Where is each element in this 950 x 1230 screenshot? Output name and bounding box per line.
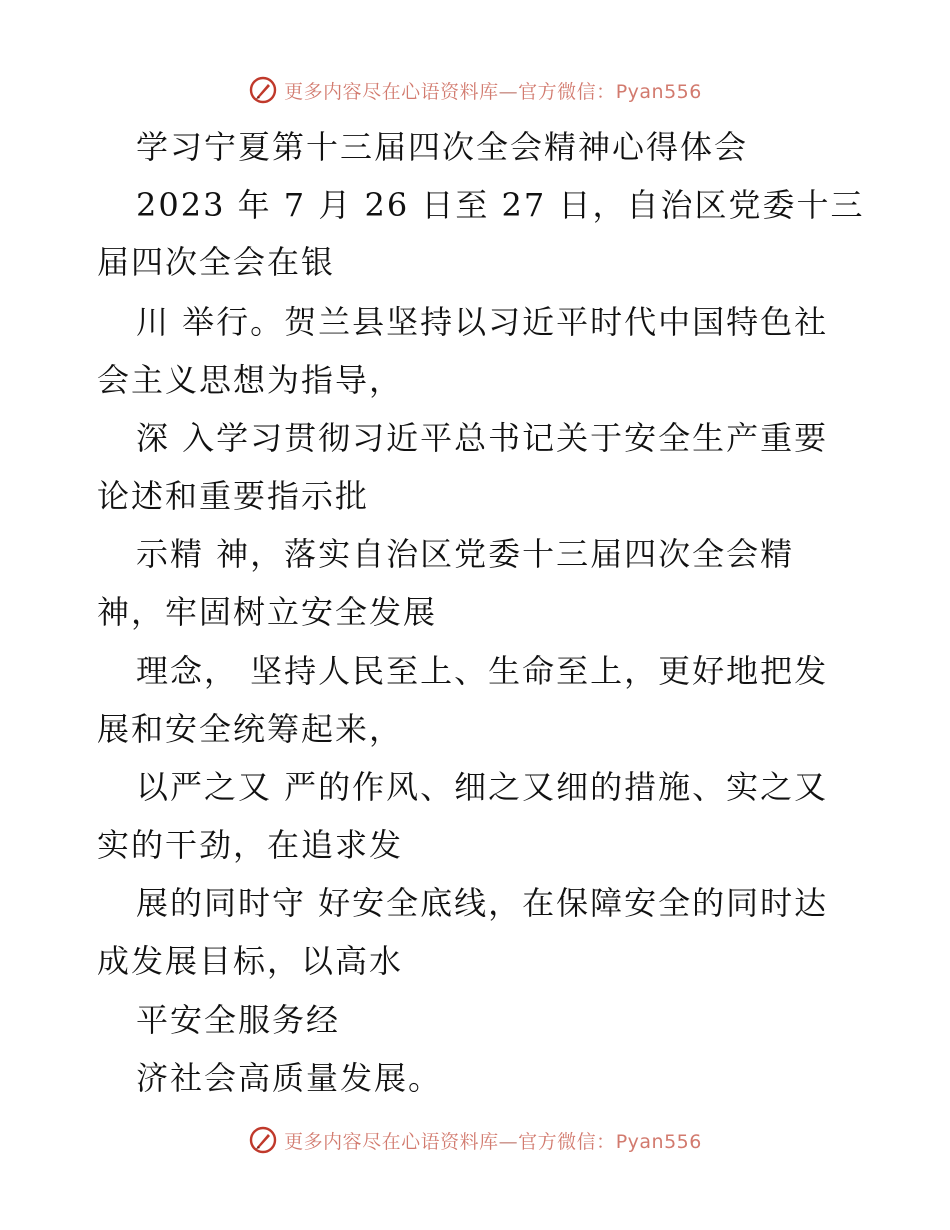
text-line: 论述和重要指示批 <box>97 477 370 515</box>
text-line: 神，牢固树立安全发展 <box>97 593 438 631</box>
header-watermark <box>0 72 950 108</box>
document-title: 学习宁夏第十三届四次全会精神心得体会 <box>136 128 749 166</box>
text-line: 济社会高质量发展。 <box>136 1059 443 1097</box>
watermark-account-id: Pyan556 <box>615 1130 702 1153</box>
text-line: 届四次全会在银 <box>97 243 336 281</box>
watermark-brand-text: 更多内容尽在心语资料库 <box>284 80 499 103</box>
text-line: 示精 神，落实自治区党委十三届四次全会精 <box>136 535 795 573</box>
quill-pen-circle-icon <box>248 1125 278 1155</box>
watermark-account-id: Pyan556 <box>615 80 702 103</box>
watermark-dash: — <box>498 80 519 103</box>
text-line: 展和安全统筹起来， <box>97 710 404 748</box>
text-line: 会主义思想为指导， <box>97 361 404 399</box>
text-line: 平安全服务经 <box>136 1001 341 1039</box>
text-line: 展的同时守 好安全底线，在保障安全的同时达 <box>136 884 829 922</box>
text-line: 2023 年 7 月 26 日至 27 日，自治区党委十三 <box>136 186 865 224</box>
text-line: 成发展目标，以高水 <box>97 942 404 980</box>
text-line: 川 举行。贺兰县坚持以习近平时代中国特色社 <box>136 303 829 341</box>
watermark-brand-text: 更多内容尽在心语资料库 <box>284 1130 499 1153</box>
footer-watermark <box>0 1122 950 1158</box>
text-line: 理念， 坚持人民至上、生命至上，更好地把发 <box>136 652 829 690</box>
watermark-account-label: 官方微信： <box>518 1130 616 1153</box>
text-line: 以严之又 严的作风、细之又细的措施、实之又 <box>136 768 829 806</box>
watermark-dash: — <box>498 1130 519 1153</box>
watermark-account-label: 官方微信： <box>518 80 616 103</box>
quill-pen-circle-icon <box>248 75 278 105</box>
text-line: 深 入学习贯彻习近平总书记关于安全生产重要 <box>136 419 829 457</box>
text-line: 实的干劲，在追求发 <box>97 826 404 864</box>
